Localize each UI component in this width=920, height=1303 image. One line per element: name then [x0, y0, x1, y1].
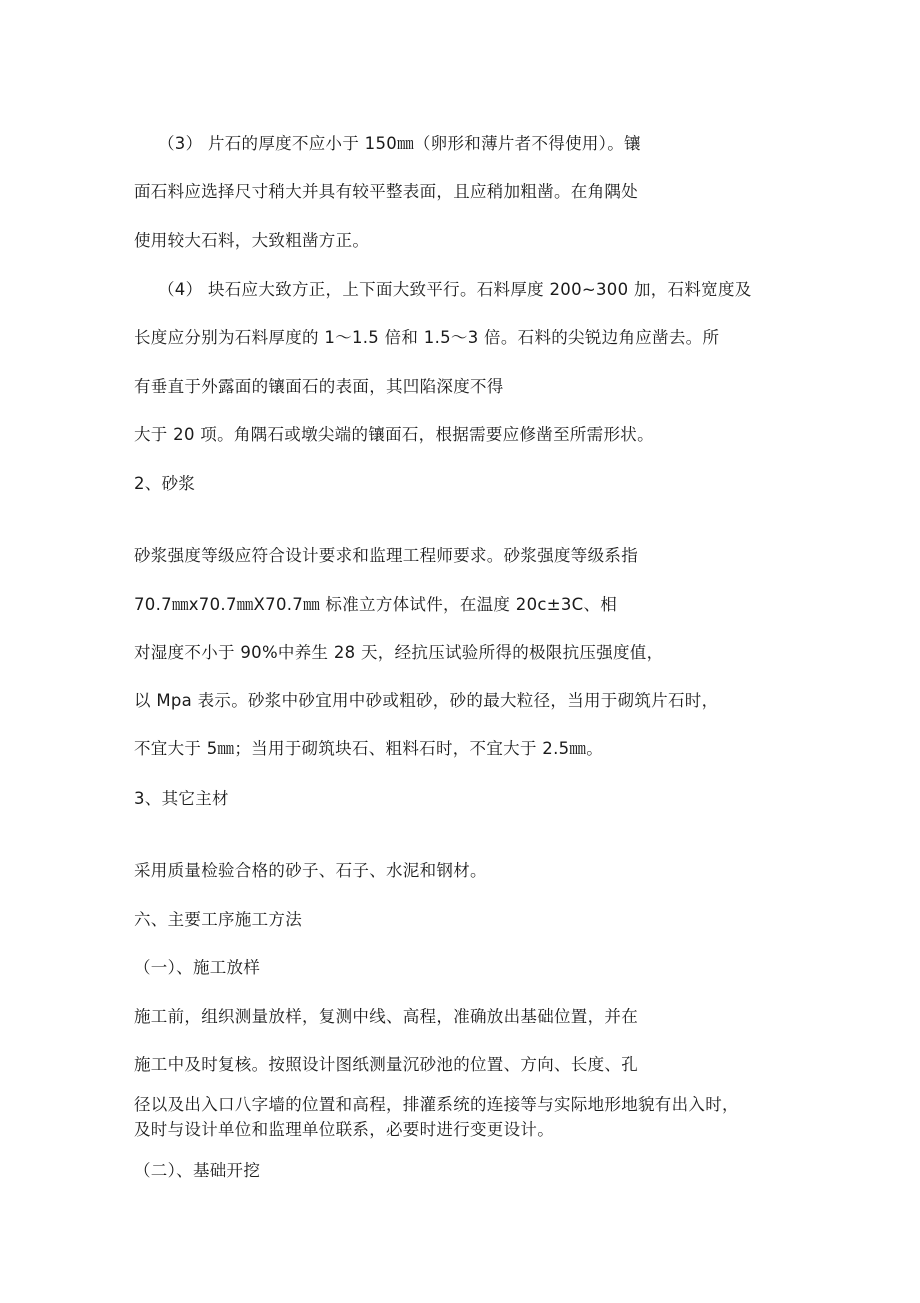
paragraph-line: 不宜大于 5㎜；当用于砌筑块石、粗料石时，不宜大于 2.5㎜。 — [134, 739, 604, 758]
paragraph-line: 施工中及时复核。按照设计图纸测量沉砂池的位置、方向、长度、孔 — [134, 1055, 638, 1074]
paragraph-line: 以 Mpa 表示。砂浆中砂宜用中砂或粗砂，砂的最大粒径，当用于砌筑片石时， — [134, 691, 719, 710]
paragraph-line: 大于 20 项。角隅石或墩尖端的镶面石，根据需要应修凿至所需形状。 — [134, 425, 654, 444]
paragraph-line: 长度应分别为石料厚度的 1〜1.5 倍和 1.5〜3 倍。石料的尖锐边角应凿去。所 — [134, 328, 720, 347]
paragraph-line: 及时与设计单位和监理单位联系，必要时进行变更设计。 — [134, 1120, 554, 1139]
paragraph-line: （4） 块石应大致方正，上下面大致平行。石料厚度 200~300 加，石料宽度及 — [158, 280, 752, 299]
paragraph-line: 有垂直于外露面的镶面石的表面，其凹陷深度不得 — [134, 377, 504, 396]
paragraph-line: （3） 片石的厚度不应小于 150㎜（卵形和薄片者不得使用）。镶 — [158, 134, 641, 153]
paragraph-line: 砂浆强度等级应符合设计要求和监理工程师要求。砂浆强度等级系指 — [134, 546, 638, 565]
paragraph-line: 径以及出入口八字墙的位置和高程，排灌系统的连接等与实际地形地貌有出入时， — [134, 1095, 739, 1114]
paragraph-line: 面石料应选择尺寸稍大并具有较平整表面，且应稍加粗凿。在角隅处 — [134, 182, 638, 201]
section-heading: 2、砂浆 — [134, 474, 196, 493]
subsection-heading: （一）、施工放样 — [134, 958, 261, 977]
paragraph-line: 70.7㎜x70.7㎜X70.7㎜ 标准立方体试件，在温度 20c±3C、相 — [134, 595, 618, 614]
paragraph-line: 施工前，组织测量放样，复测中线、高程，准确放出基础位置，并在 — [134, 1007, 638, 1026]
section-heading: 3、其它主材 — [134, 789, 229, 808]
chapter-heading: 六、主要工序施工方法 — [134, 910, 302, 929]
paragraph-line: 采用质量检验合格的砂子、石子、水泥和钢材。 — [134, 861, 487, 880]
paragraph-line: 使用较大石料，大致粗凿方正。 — [134, 231, 370, 250]
subsection-heading: （二）、基础开挖 — [134, 1161, 261, 1180]
paragraph-line: 对湿度不小于 90%中养生 28 天，经抗压试验所得的极限抗压强度值， — [134, 643, 664, 662]
